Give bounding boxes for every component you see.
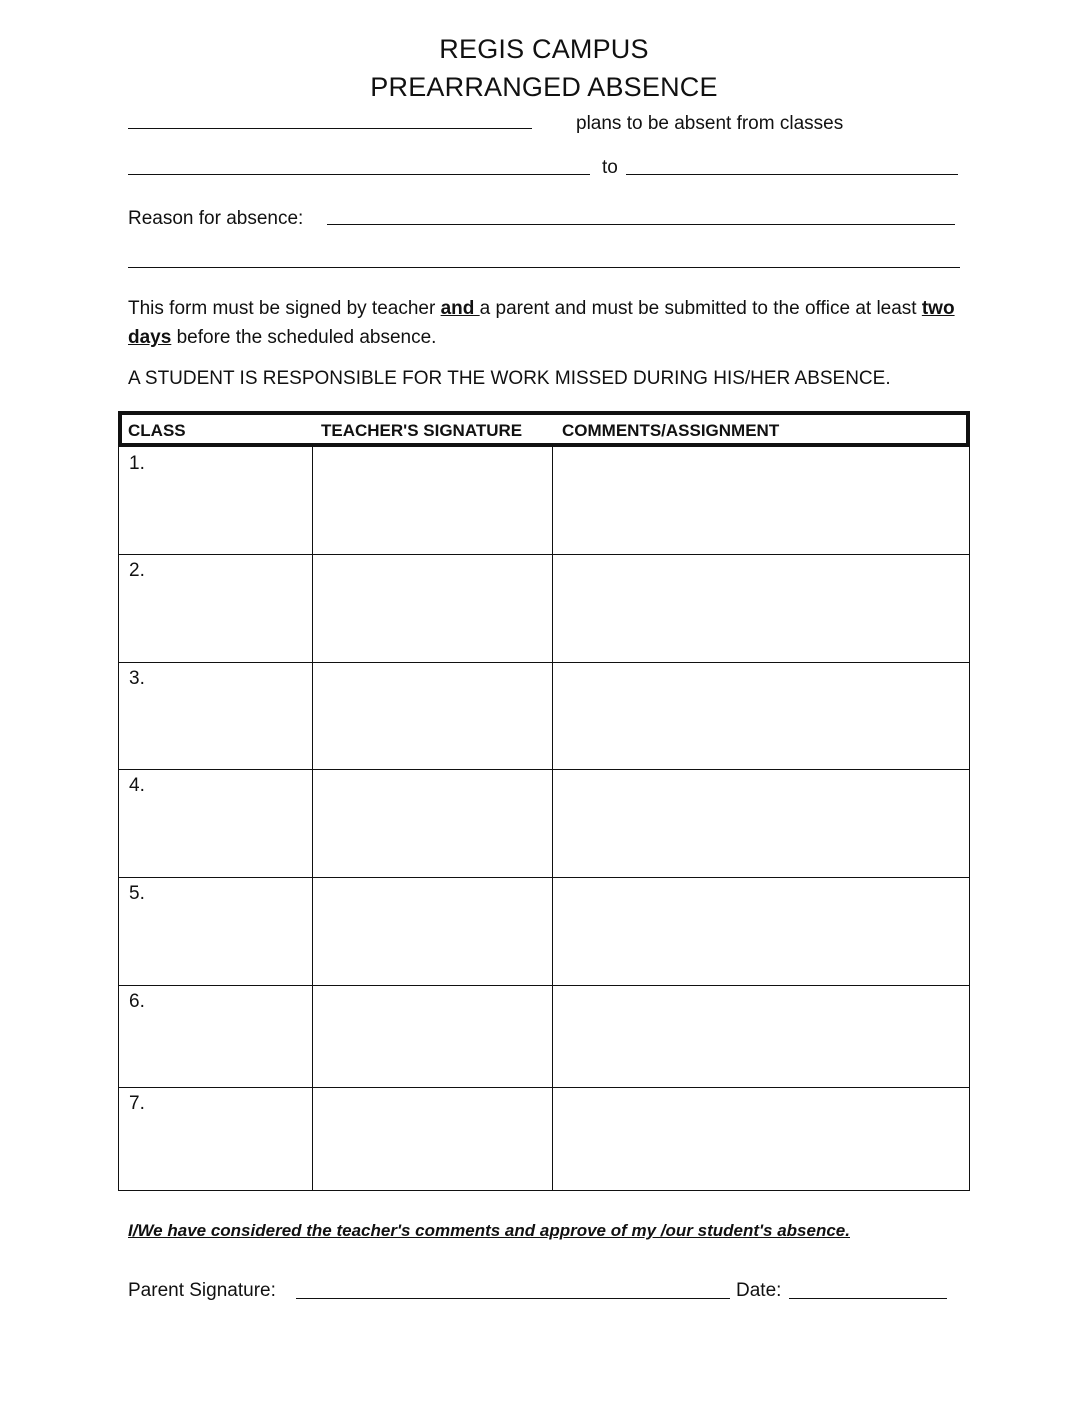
row-divider [119, 1087, 969, 1088]
responsibility-notice: A STUDENT IS RESPONSIBLE FOR THE WORK MISSED DURING HIS/HER ABSENCE. [128, 368, 891, 389]
student-name-field[interactable] [128, 128, 532, 129]
row-number: 6. [129, 991, 145, 1012]
to-text: to [602, 157, 618, 178]
row-divider [119, 554, 969, 555]
row-number: 3. [129, 668, 145, 689]
row-number: 7. [129, 1093, 145, 1114]
approval-statement: I/We have considered the teacher's comments and approve of my /our student's absence. [128, 1221, 850, 1240]
header-teacher-signature: TEACHER'S SIGNATURE [321, 421, 523, 440]
end-date-field[interactable] [626, 174, 958, 175]
header-class: CLASS [128, 421, 186, 440]
reason-field-continued[interactable] [128, 267, 960, 268]
instructions-part3: before the scheduled absence. [171, 327, 437, 348]
row-divider [119, 769, 969, 770]
parent-signature-label: Parent Signature: [128, 1280, 276, 1301]
parent-signature-field[interactable] [296, 1298, 730, 1299]
row-number: 4. [129, 775, 145, 796]
form-title-campus: REGIS CAMPUS [439, 34, 649, 64]
instructions-paragraph [128, 294, 968, 352]
row-number: 5. [129, 883, 145, 904]
row-divider [119, 985, 969, 986]
instructions-two-days: two days [128, 298, 955, 348]
form-title-absence: PREARRANGED ABSENCE [370, 72, 718, 102]
header-comments-assignment: COMMENTS/ASSIGNMENT [562, 421, 780, 440]
instructions-part1: This form must be signed by teacher [128, 298, 441, 319]
column-divider [552, 447, 553, 1190]
table-body [118, 447, 970, 1191]
row-number: 2. [129, 560, 145, 581]
instructions-part2: a parent and must be submitted to the office at least [479, 298, 922, 319]
row-divider [119, 662, 969, 663]
plans-text: plans to be absent from classes [576, 113, 844, 134]
row-number: 1. [129, 453, 145, 474]
date-field[interactable] [789, 1298, 947, 1299]
row-divider [119, 877, 969, 878]
table-header [118, 411, 970, 447]
reason-field[interactable] [327, 224, 955, 225]
date-label: Date: [736, 1280, 782, 1301]
instructions-and: and [440, 298, 480, 319]
start-date-field[interactable] [128, 174, 590, 175]
class-table [118, 411, 970, 1191]
column-divider [312, 447, 313, 1190]
reason-label: Reason for absence: [128, 208, 304, 229]
